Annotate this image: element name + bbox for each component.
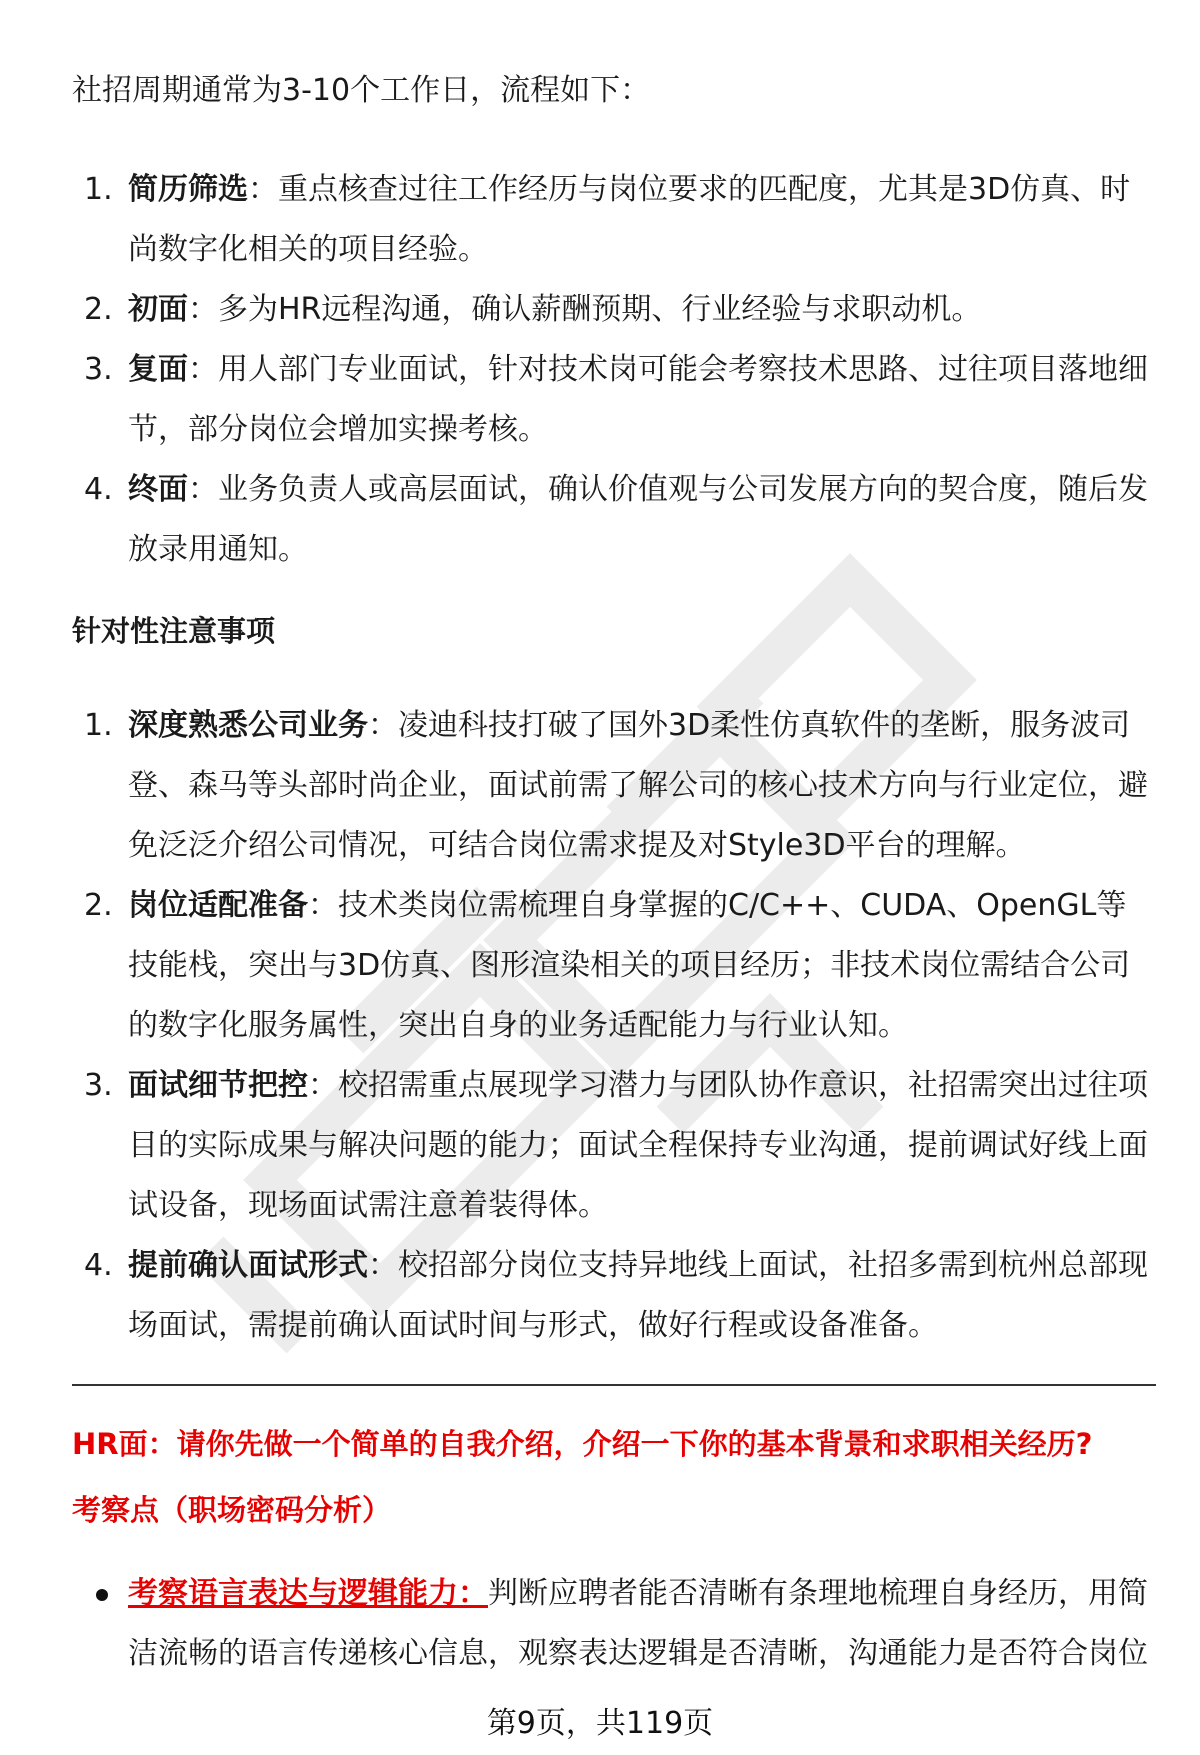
step-title: 复面: [128, 352, 188, 387]
step-title: 终面: [128, 472, 188, 507]
step-text: ：业务负责人或高层面试，确认价值观与公司发展方向的契合度，随后发放录用通知。: [128, 472, 1148, 567]
section-divider: [72, 1384, 1156, 1386]
process-step: 3. 复面：用人部门专业面试，针对技术岗可能会考察技术思路、过往项目落地细节，部分岗位会增加实操考核。: [84, 352, 1148, 447]
bullet-highlight: 考察语言表达与逻辑能力：: [128, 1576, 488, 1611]
note-item: 1. 深度熟悉公司业务：凌迪科技打破了国外3D柔性仿真软件的垄断，服务波司登、森马等头部时尚企业，面试前需了解公司的核心技术方向与行业定位，避免泛泛介绍公司情况，可结合岗位需求提及对Style3D平台的理解。: [84, 708, 1148, 863]
note-text: ：校招需重点展现学习潜力与团队协作意识，社招需突出过往项目的实际成果与解决问题的能力；面试全程保持专业沟通，提前调试好线上面试设备，现场面试需注意着装得体。: [128, 1068, 1148, 1223]
bullet-text: 判断应聘者能否清晰有条理地梳理自身经历，用简洁流畅的语言传递核心信息，观察表达逻辑是否清晰，沟通能力是否符合岗位: [128, 1576, 1148, 1671]
step-title: 简历筛选: [128, 172, 248, 207]
notes-heading: 针对性注意事项: [72, 614, 276, 648]
note-text: ：校招部分岗位支持异地线上面试，社招多需到杭州总部现场面试，需提前确认面试时间与形式，做好行程或设备准备。: [128, 1248, 1148, 1343]
process-steps-list: [72, 160, 1152, 580]
process-step: 4. 终面：业务负责人或高层面试，确认价值观与公司发展方向的契合度，随后发放录用通知。: [84, 472, 1148, 567]
note-title: 深度熟悉公司业务: [128, 708, 368, 743]
bullet-dot-icon: [96, 1589, 108, 1601]
process-step: 2. 初面：多为HR远程沟通，确认薪酬预期、行业经验与求职动机。: [84, 292, 982, 327]
note-title: 岗位适配准备: [128, 888, 308, 923]
intro-text: 社招周期通常为3-10个工作日，流程如下：: [72, 73, 651, 108]
content: [72, 62, 1152, 1684]
note-item: 2. 岗位适配准备：技术类岗位需梳理自身掌握的C/C++、CUDA、OpenGL等技能栈，突出与3D仿真、图形渲染相关的项目经历；非技术岗位需结合公司的数字化服务属性，突出自身的业务适配能力与行业认知。: [84, 888, 1131, 1043]
note-text: ：技术类岗位需梳理自身掌握的C/C++、CUDA、OpenGL等技能栈，突出与3D仿真、图形渲染相关的项目经历；非技术岗位需结合公司的数字化服务属性，突出自身的业务适配能力与行业认知。: [128, 888, 1131, 1043]
page-footer: 第9页，共119页: [486, 1706, 714, 1741]
note-text: ：凌迪科技打破了国外3D柔性仿真软件的垄断，服务波司登、森马等头部时尚企业，面试前需了解公司的核心技术方向与行业定位，避免泛泛介绍公司情况，可结合岗位需求提及对Style3D平台的理解。: [128, 708, 1148, 863]
kaocha-bullets: [72, 1564, 1152, 1684]
hr-question: HR面：请你先做一个简单的自我介绍，介绍一下你的基本背景和求职相关经历?: [72, 1427, 1093, 1461]
bullet-item: [72, 1564, 1152, 1684]
step-text: ：重点核查过往工作经历与岗位要求的匹配度，尤其是3D仿真、时尚数字化相关的项目经验。: [128, 172, 1131, 267]
notes-list: [72, 696, 1152, 1356]
note-item: 4. 提前确认面试形式：校招部分岗位支持异地线上面试，社招多需到杭州总部现场面试，需提前确认面试时间与形式，做好行程或设备准备。: [84, 1248, 1148, 1343]
step-text: ：用人部门专业面试，针对技术岗可能会考察技术思路、过往项目落地细节，部分岗位会增加实操考核。: [128, 352, 1148, 447]
note-item: 3. 面试细节把控：校招需重点展现学习潜力与团队协作意识，社招需突出过往项目的实际成果与解决问题的能力；面试全程保持专业沟通，提前调试好线上面试设备，现场面试需注意着装得体。: [84, 1068, 1148, 1223]
step-title: 初面: [128, 292, 188, 327]
step-text: ：多为HR远程沟通，确认薪酬预期、行业经验与求职动机。: [188, 292, 982, 327]
note-title: 面试细节把控: [128, 1068, 308, 1103]
process-step: 1. 简历筛选：重点核查过往工作经历与岗位要求的匹配度，尤其是3D仿真、时尚数字化相关的项目经验。: [84, 172, 1131, 267]
kaocha-heading: 考察点（职场密码分析）: [72, 1493, 392, 1527]
note-title: 提前确认面试形式: [128, 1248, 368, 1283]
